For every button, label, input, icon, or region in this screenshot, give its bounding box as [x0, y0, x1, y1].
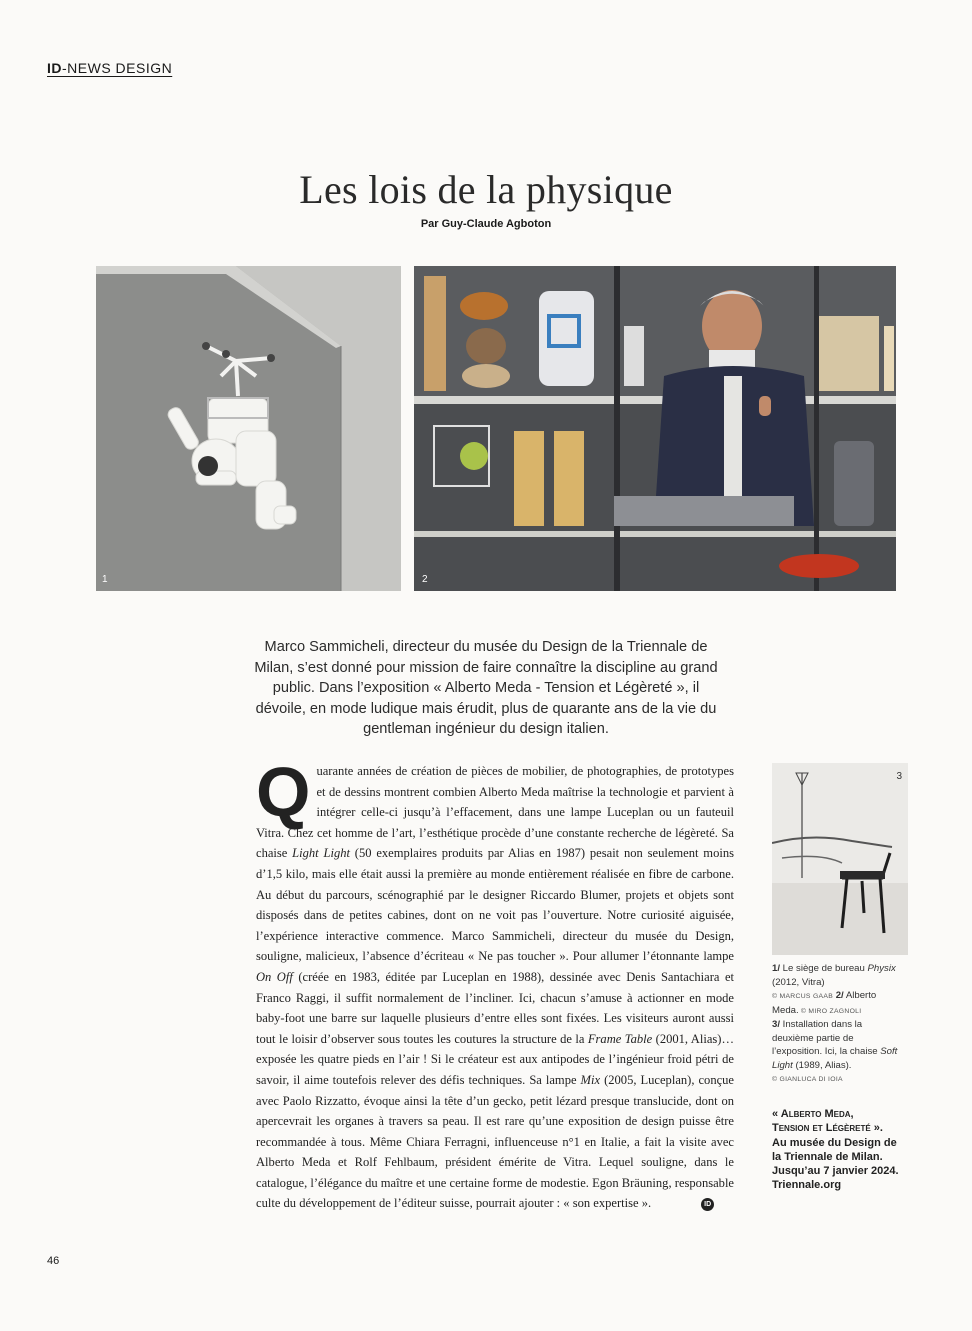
- caption-2-text: Alberto Meda.: [772, 990, 877, 1016]
- caption-3-title: Soft Light: [772, 1046, 898, 1071]
- body-title-frame-table: Frame Table: [587, 1031, 653, 1046]
- body-part-5: (2005, Luceplan), conçue avec Paolo Rizzatto, évoque ainsi la tête d’un gecko, petit lézard presque translucide, dont on apercevrait les organes à travers sa peau. Il est rare qu’une exposition de design puisse être recommandée à tous. Même Chiara Ferragni, influenceuse n°1 en Italie, a fait la visite avec Alberto Meda et Rolf Fehlbaum, président émérite de Vitra. Lequel souligne, dans le catalogue, l’élégance du maître et une certaine forme de modestie. Egon Bräuning, responsable culte du développement de l’éditeur suisse, pourrait ajouter : « son expertise ».: [256, 1072, 735, 1211]
- caption-3-text-b: (1989, Alias).: [792, 1059, 852, 1071]
- exhibition-info: [772, 1107, 907, 1193]
- article-body: [256, 753, 735, 1214]
- caption-3-credit: © GIANLUCA DI IOIA: [772, 1076, 843, 1083]
- photo-captions: [772, 962, 902, 1087]
- body-part-3: (créée en 1983, éditée par Luceplan en 1988), dessinée avec Denis Santachiara et Franco Raggi, il suffit normalement de l’incliner. Ici, chacun s’amuse à actionner en mode baby-foot une barre sur laquelle plusieurs d’entre elles sont fixées. Les visiteurs auront aussi tout le loisir d’observer sous toutes les coutures la structure de la: [256, 969, 734, 1046]
- page-number: 46: [47, 1255, 60, 1267]
- info-line-2: Tension et Légèreté ».: [772, 1122, 883, 1135]
- photo-alberto-meda-shelves: [414, 266, 896, 591]
- article-lead: Marco Sammicheli, directeur du musée du Design de la Triennale de Milan, s’est donné pour mission de faire connaître la discipline au grand public. Dans l’exposition « Alberto Meda - Tension et Légèreté », il dévoile, en mode ludique mais érudit, plus de quarante ans de la vie du gentleman ingénieur du design italien.: [254, 639, 718, 738]
- photo-soft-light-chair: [772, 763, 908, 955]
- article-title: Les lois de la physique: [299, 167, 673, 212]
- caption-2-number: 2/: [833, 990, 844, 1001]
- body-title-mix: Mix: [580, 1072, 601, 1087]
- caption-1-credit: © MARCUS GAAB: [772, 993, 834, 1000]
- photo-2-number: 2: [422, 574, 428, 585]
- section-label: [47, 60, 172, 76]
- drop-cap: Q: [256, 753, 311, 831]
- caption-1-text-a: Le siège de bureau: [780, 963, 868, 974]
- caption-1-title: Physix: [867, 963, 896, 974]
- photo-2-illustration: [414, 266, 896, 591]
- body-part-1: uarante années de création de pièces de mobilier, de photographies, de prototypes et de dessins montrent combien Alberto Meda maîtrise la technologie et parvient à intégrer celle-ci jusqu’à l’effacement, dans une lampe Luceplan ou un fauteuil Vitra. Chez cet homme de l’art, l’esthétique procède d’une constante recherche de légèreté. Sa chaise: [256, 764, 734, 861]
- photo-physix-chair: [96, 266, 401, 591]
- caption-3-text-a: Installation dans la deuxième partie de l’exposition. Ici, la chaise: [772, 1019, 881, 1057]
- end-mark-icon: ID: [701, 1198, 714, 1211]
- info-line-1: « Alberto Meda,: [772, 1108, 854, 1120]
- photo-3-illustration: [772, 763, 908, 955]
- article-byline: Par Guy-Claude Agboton: [420, 218, 552, 230]
- photo-1-number: 1: [102, 574, 108, 585]
- section-name: -NEWS DESIGN: [62, 60, 173, 76]
- photo-1-illustration: [96, 266, 401, 591]
- body-part-4: (2001, Alias)… exposée les quatre pieds en l’air ! Si le créateur est aux antipodes de l’ingénieur froid pétri de savoir, il aime toutefois relever des défis techniques. Sa lampe: [256, 1031, 735, 1087]
- body-title-on-off: On Off: [256, 969, 293, 984]
- caption-1-text-b: (2012, Vitra): [772, 976, 825, 988]
- caption-3-number: 3/: [772, 1019, 781, 1030]
- photo-3-number: 3: [896, 771, 902, 782]
- body-title-light-light: Light Light: [292, 846, 350, 861]
- info-line-3: Au musée du Design de la Triennale de Milan. Jusqu’au 7 janvier 2024. Triennale.org: [772, 1136, 899, 1192]
- section-prefix: ID: [47, 60, 62, 76]
- caption-1-number: 1/: [772, 963, 781, 974]
- body-part-2: (50 exemplaires produits par Alias en 1987) pesait non seulement moins d’1,5 kilo, mais elle était aussi la première au monde entièrement réalisée en fibre de carbone. Au début du parcours, scénographié par le designer Riccardo Blumer, projets et objets sont disposés dans de petites cabines, dont on ne voit pas l’ouverture. Notre curiosité aiguisée, l’expérience interactive commence. Marco Sammicheli, directeur du musée du Design, souligne, malicieux, l’absence d’écriteau « Ne pas toucher ». Pour allumer l’étonnante lampe: [256, 846, 734, 964]
- caption-2-credit: © MIRO ZAGNOLI: [798, 1007, 862, 1015]
